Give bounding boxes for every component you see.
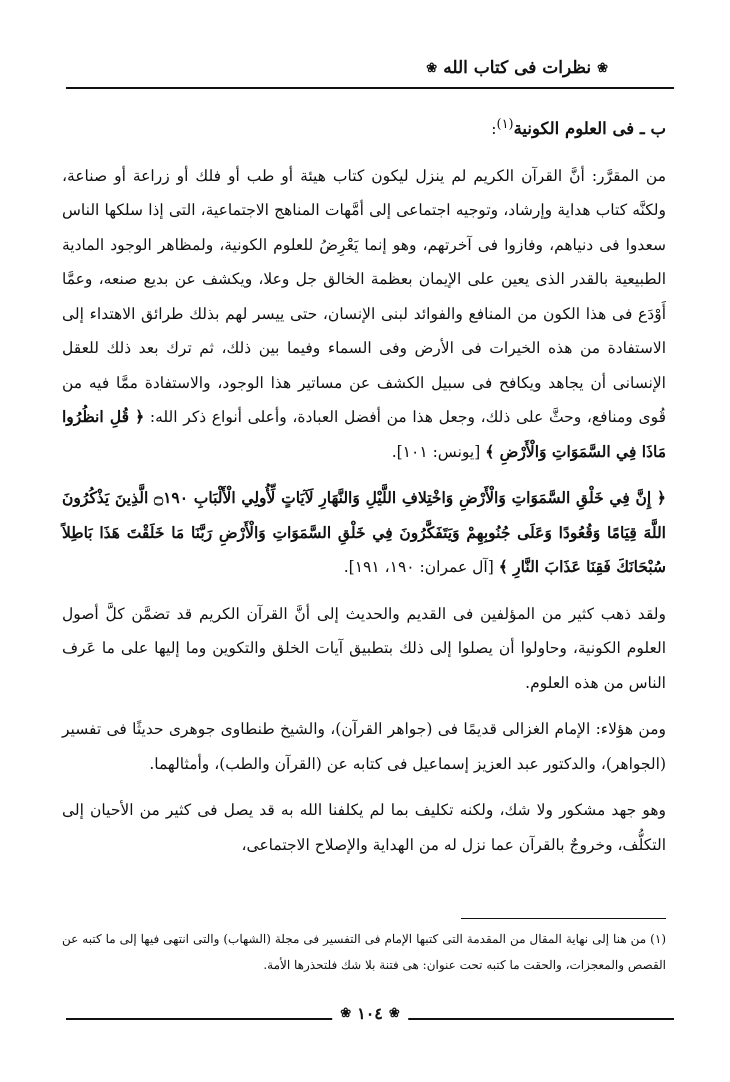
quran-quote-2-ref: [آل عمران: ١٩٠، ١٩١]. xyxy=(343,558,494,577)
header-title-group xyxy=(420,58,614,78)
page-footer xyxy=(66,1004,674,1034)
paragraph-quote-2 xyxy=(62,481,666,585)
footnote-marker: (١) xyxy=(496,117,514,132)
footnote-rule xyxy=(461,918,666,919)
quran-quote-1-ref: [يونس: ١٠١]. xyxy=(391,442,481,461)
paragraph-4: وهو جهد مشكور ولا شك، ولكنه تكليف بما لم يكلفنا الله به قد يصل فى كثير من الأحيان إلى التكلُّف، وخروجٌ بالقرآن عما نزل له من الهداية والإصلاح الاجتماعى، xyxy=(62,801,666,854)
floral-ornament-icon: ❀ xyxy=(597,60,608,76)
header-title: نظرات فى كتاب الله xyxy=(443,58,592,78)
floral-ornament-icon: ❀ xyxy=(340,1006,352,1021)
main-text xyxy=(62,108,666,862)
header-rule xyxy=(66,87,674,89)
section-heading-text: ب ـ فى العلوم الكونية xyxy=(513,119,666,139)
section-heading xyxy=(62,108,666,147)
paragraph-3: ومن هؤلاء: الإمام الغزالى قديمًا فى (جواهر القرآن)، والشيخ طنطاوى جوهرى حديثًا فى تفسير (الجواهر)، والدكتور عبد العزيز إسماعيل فى كتابه عن (القرآن والطب)، وأمثالهما. xyxy=(62,720,666,773)
running-header xyxy=(66,58,674,92)
paragraph-1-text: من المقرَّر: أنَّ القرآن الكريم لم ينزل ليكون كتاب هيئة أو طب أو فلك أو زراعة أو صناعة، ولكنَّه كتاب هداية وإرشاد، وتوجيه اجتماعى إلى أمَّهات المناهج الاجتماعية، التى إذا سلكها الناس سعدوا فى دنياهم، وفازوا فى آخرتهم، وهو إنما يَعْرِضُ للعلوم الكونية، ولمظاهر الوجود المادية الطبيعية بالقدر الذى يعين على الإيمان بعظمة الخالق جل وعلا، ويكشف عن بديع صنعه، وعمَّا أَوْدَع فى هذا الكون من المنافع والفوائد لبنى الإنسان، حتى ييسر لهم بذلك طرائق الاهتداء إلى الاستفادة من هذه الخيرات فى الأرض وفى السماء وفيما بين ذلك، ثم ترك بعد ذلك للعقل الإنسانى أن يجاهد ويكافح فى سبيل الكشف عن مساتير هذا الوجود، والاستفادة ممَّا فيه من قُوى ومنافع، وحثَّ على ذلك، وجعل هذا من أفضل العبادة، وأعلى أنواع ذكر الله: xyxy=(62,166,666,427)
paragraph-2: ولقد ذهب كثير من المؤلفين فى القديم والحديث إلى أنَّ القرآن الكريم قد تضمَّن كلَّ أصول العلوم الكونية، وحاولوا أن يصلوا إلى ذلك بتطبيق آيات الخلق والتكوين وما إليها على ما عَرف الناس من هذه العلوم. xyxy=(62,604,666,692)
footnote xyxy=(62,926,666,978)
paragraph-1 xyxy=(62,159,666,470)
floral-ornament-icon: ❀ xyxy=(388,1006,400,1021)
floral-ornament-icon: ❀ xyxy=(426,60,438,76)
section-heading-colon: : xyxy=(491,120,497,139)
quran-quote-2: ﴿ إِنَّ فِي خَلْقِ السَّمَوَاتِ وَالْأَرْضِ وَاخْتِلافِ اللَّيْلِ وَالنَّهَارِ لَآيَاتٍ لِّأُولِي الْأَلْبَابِ ۝١٩٠ الَّذِينَ يَذْكُرُونَ اللَّهَ قِيَامًا وَقُعُودًا وَعَلَى جُنُوبِهِمْ وَيَتَفَكَّرُونَ فِي خَلْقِ السَّمَوَاتِ وَالْأَرْضِ رَبَّنَا مَا خَلَقْتَ هَذَا بَاطِلاً سُبْحَانَكَ فَقِنَا عَذَابَ النَّارِ ﴾ xyxy=(62,488,666,577)
page-number-group xyxy=(332,1004,408,1023)
footnote-text: (١) من هنا إلى نهاية المقال من المقدمة التى كتبها الإمام فى التفسير فى مجلة (الشهاب) والتى انتهى فيها إلى ما كتبه عن القصص والمعجزات، والحقت ما كتبه تحت عنوان: هى فتنة بلا شك فلتحذرها الأمة. xyxy=(62,932,666,972)
page-number: ١٠٤ xyxy=(357,1004,383,1023)
quran-quote-1: ﴿ قُلِ انظُرُوا مَاذَا فِي السَّمَوَاتِ وَالْأَرْضِ ﴾ xyxy=(62,407,666,461)
